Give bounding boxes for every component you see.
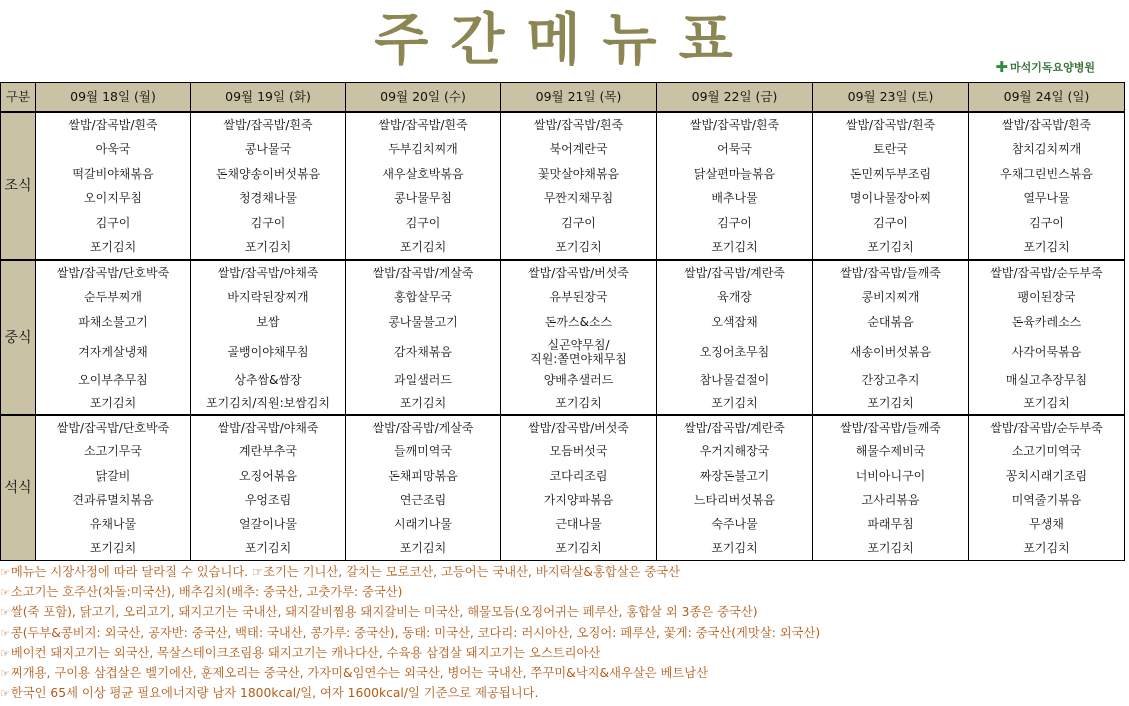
menu-item: 닭갈비 — [36, 464, 191, 488]
menu-row — [1, 439, 1125, 464]
menu-item: 돈까스&소스 — [501, 310, 657, 335]
menu-item: 팽이된장국 — [969, 285, 1125, 310]
menu-item: 포기김치 — [346, 537, 501, 561]
menu-item: 보쌈 — [191, 310, 346, 335]
origin-note — [0, 683, 1129, 703]
menu-item: 너비아니구이 — [813, 464, 969, 488]
weekly-menu-table — [0, 82, 1125, 561]
menu-item: 연근조림 — [346, 487, 501, 512]
menu-item: 쌀밥/잡곡밥/버섯죽 — [501, 415, 657, 439]
menu-item: 포기김치 — [191, 235, 346, 260]
menu-item: 포기김치/직원:보쌈김치 — [191, 392, 346, 416]
menu-item: 콩비지찌개 — [813, 285, 969, 310]
menu-item: 쌀밥/잡곡밥/계란죽 — [657, 260, 813, 285]
menu-item: 포기김치 — [969, 537, 1125, 561]
menu-item: 쌀밥/잡곡밥/순두부죽 — [969, 415, 1125, 439]
menu-item: 오징어볶음 — [191, 464, 346, 488]
pointing-hand-icon: ☞ — [0, 626, 10, 640]
menu-item: 모듬버섯국 — [501, 439, 657, 464]
menu-item: 우채그린빈스볶음 — [969, 161, 1125, 186]
menu-item: 포기김치 — [501, 392, 657, 416]
menu-item: 닭살편마늘볶음 — [657, 161, 813, 186]
menu-item: 홍합살무국 — [346, 285, 501, 310]
menu-item: 파채소불고기 — [36, 310, 191, 335]
menu-item: 쌀밥/잡곡밥/흰죽 — [346, 112, 501, 137]
menu-item: 콩나물불고기 — [346, 310, 501, 335]
menu-item: 포기김치 — [813, 537, 969, 561]
menu-item: 시래기나물 — [346, 512, 501, 537]
pointing-hand-icon: ☞ — [0, 646, 10, 660]
day-header: 09월 19일 (화) — [191, 83, 346, 113]
menu-item: 꽃맛살야채볶음 — [501, 161, 657, 186]
menu-row — [1, 186, 1125, 211]
menu-item: 김구이 — [657, 211, 813, 236]
day-header: 09월 24일 (일) — [969, 83, 1125, 113]
menu-item: 돈민찌두부조림 — [813, 161, 969, 186]
menu-row — [1, 285, 1125, 310]
menu-item: 포기김치 — [36, 235, 191, 260]
menu-item: 포기김치 — [346, 392, 501, 416]
menu-row — [1, 161, 1125, 186]
menu-item: 새송이버섯볶음 — [813, 334, 969, 369]
menu-item: 포기김치 — [969, 392, 1125, 416]
hospital-logo — [995, 57, 1095, 77]
menu-row — [1, 392, 1125, 416]
menu-item: 명이나물장아찌 — [813, 186, 969, 211]
note-text: 베이컨 돼지고기는 외국산, 목살스테이크조림용 돼지고기는 캐나다산, 수육용 삼겹살 돼지고기는 오스트리아산 — [10, 645, 601, 660]
pointing-hand-icon: ☞ — [0, 666, 10, 680]
menu-item: 바지락된장찌개 — [191, 285, 346, 310]
menu-item: 육개장 — [657, 285, 813, 310]
meal-label: 석식 — [1, 415, 36, 560]
menu-item: 실곤약무침/ 직원:쫄면야채무침 — [501, 334, 657, 369]
category-header: 구분 — [1, 83, 36, 113]
menu-item: 김구이 — [346, 211, 501, 236]
menu-item: 쌀밥/잡곡밥/들깨죽 — [813, 260, 969, 285]
menu-item: 고사리볶음 — [813, 487, 969, 512]
menu-item: 어묵국 — [657, 137, 813, 162]
menu-item: 양배추샐러드 — [501, 369, 657, 392]
menu-row — [1, 487, 1125, 512]
menu-item: 해물수제비국 — [813, 439, 969, 464]
menu-item: 짜장돈불고기 — [657, 464, 813, 488]
menu-item: 유채나물 — [36, 512, 191, 537]
origin-note — [0, 643, 1129, 663]
menu-item: 아욱국 — [36, 137, 191, 162]
menu-item: 돈채피망볶음 — [346, 464, 501, 488]
note-text: 한국인 65세 이상 평균 필요에너지량 남자 1800kcal/일, 여자 1600kcal/일 기준으로 제공됩니다. — [10, 686, 539, 701]
day-header: 09월 22일 (금) — [657, 83, 813, 113]
menu-item: 소고기미역국 — [969, 439, 1125, 464]
menu-item: 순두부찌개 — [36, 285, 191, 310]
menu-item: 콩나물국 — [191, 137, 346, 162]
menu-item: 쌀밥/잡곡밥/야채죽 — [191, 415, 346, 439]
meal-label: 조식 — [1, 112, 36, 260]
menu-item: 포기김치 — [969, 235, 1125, 260]
menu-item: 포기김치 — [501, 537, 657, 561]
menu-item: 유부된장국 — [501, 285, 657, 310]
menu-item: 쌀밥/잡곡밥/게살죽 — [346, 415, 501, 439]
menu-item: 포기김치 — [501, 235, 657, 260]
day-header: 09월 20일 (수) — [346, 83, 501, 113]
menu-item: 쌀밥/잡곡밥/들깨죽 — [813, 415, 969, 439]
menu-row — [1, 334, 1125, 369]
menu-item: 북어계란국 — [501, 137, 657, 162]
menu-row — [1, 512, 1125, 537]
menu-item: 느타리버섯볶음 — [657, 487, 813, 512]
menu-row — [1, 537, 1125, 561]
pointing-hand-icon: ☞ — [0, 687, 10, 701]
menu-item: 열무나물 — [969, 186, 1125, 211]
menu-item: 간장고추지 — [813, 369, 969, 392]
origin-note — [0, 623, 1129, 643]
menu-item: 근대나물 — [501, 512, 657, 537]
menu-item: 김구이 — [191, 211, 346, 236]
menu-item: 떡갈비야채볶음 — [36, 161, 191, 186]
note-text: 소고기는 호주산(차돌:미국산), 배추김치(배추: 중국산, 고춧가루: 중국산) — [10, 585, 403, 600]
pointing-hand-icon: ☞ — [0, 586, 10, 600]
menu-item: 쌀밥/잡곡밥/버섯죽 — [501, 260, 657, 285]
notes-section — [0, 562, 1129, 703]
menu-item: 감자채볶음 — [346, 334, 501, 369]
menu-item: 가지양파볶음 — [501, 487, 657, 512]
menu-item: 우거지해장국 — [657, 439, 813, 464]
menu-item: 들깨미역국 — [346, 439, 501, 464]
menu-item: 포기김치 — [36, 537, 191, 561]
day-header: 09월 23일 (토) — [813, 83, 969, 113]
menu-item: 돈육카레소스 — [969, 310, 1125, 335]
note-text: 찌개용, 구이용 삼겹살은 벨기에산, 훈제오리는 중국산, 가자미&임연수는 외국산, 병어는 국내산, 쭈꾸미&낙지&새우살은 베트남산 — [10, 665, 709, 680]
menu-item: 쌀밥/잡곡밥/흰죽 — [191, 112, 346, 137]
menu-item: 매실고추장무침 — [969, 369, 1125, 392]
menu-item: 새우살호박볶음 — [346, 161, 501, 186]
menu-row — [1, 137, 1125, 162]
menu-row — [1, 112, 1125, 137]
origin-note — [0, 582, 1129, 602]
menu-item: 과일샐러드 — [346, 369, 501, 392]
menu-row — [1, 260, 1125, 285]
menu-item: 쌀밥/잡곡밥/흰죽 — [969, 112, 1125, 137]
page-title: 주간메뉴표 — [374, 8, 755, 73]
menu-item: 쌀밥/잡곡밥/단호박죽 — [36, 415, 191, 439]
pointing-hand-icon: ☞ — [0, 566, 10, 579]
menu-item: 쌀밥/잡곡밥/흰죽 — [36, 112, 191, 137]
day-header: 09월 18일 (월) — [36, 83, 191, 113]
menu-item: 참치김치찌개 — [969, 137, 1125, 162]
menu-item: 골뱅이야채무침 — [191, 334, 346, 369]
menu-item: 무생채 — [969, 512, 1125, 537]
menu-item: 상추쌈&쌈장 — [191, 369, 346, 392]
menu-item: 겨자게살냉채 — [36, 334, 191, 369]
menu-item: 토란국 — [813, 137, 969, 162]
menu-item: 김구이 — [969, 211, 1125, 236]
menu-item: 포기김치 — [657, 235, 813, 260]
menu-item: 견과류멸치볶음 — [36, 487, 191, 512]
menu-item: 돈채양송이버섯볶음 — [191, 161, 346, 186]
origin-note — [0, 602, 1129, 622]
menu-item: 오이지무침 — [36, 186, 191, 211]
menu-item: 김구이 — [813, 211, 969, 236]
menu-item: 순대볶음 — [813, 310, 969, 335]
cross-icon: ✚ — [995, 58, 1008, 76]
menu-item: 꽁치시래기조림 — [969, 464, 1125, 488]
menu-item: 소고기무국 — [36, 439, 191, 464]
menu-row — [1, 211, 1125, 236]
menu-row — [1, 369, 1125, 392]
menu-item: 포기김치 — [813, 235, 969, 260]
menu-item: 쌀밥/잡곡밥/게살죽 — [346, 260, 501, 285]
menu-item: 오징어초무침 — [657, 334, 813, 369]
menu-item: 계란부추국 — [191, 439, 346, 464]
menu-item: 쌀밥/잡곡밥/흰죽 — [657, 112, 813, 137]
menu-item: 우엉조림 — [191, 487, 346, 512]
menu-item: 포기김치 — [36, 392, 191, 416]
menu-item: 포기김치 — [813, 392, 969, 416]
menu-item: 사각어묵볶음 — [969, 334, 1125, 369]
hospital-name: 마석기독요양병원 — [1009, 61, 1095, 74]
menu-item: 배추나물 — [657, 186, 813, 211]
menu-item: 쌀밥/잡곡밥/계란죽 — [657, 415, 813, 439]
menu-item: 콩나물무침 — [346, 186, 501, 211]
menu-row — [1, 464, 1125, 488]
menu-item: 청경채나물 — [191, 186, 346, 211]
menu-item: 쌀밥/잡곡밥/단호박죽 — [36, 260, 191, 285]
menu-item: 코다리조림 — [501, 464, 657, 488]
menu-item: 두부김치찌개 — [346, 137, 501, 162]
menu-item: 무짠지채무침 — [501, 186, 657, 211]
menu-item: 포기김치 — [657, 537, 813, 561]
menu-row — [1, 310, 1125, 335]
menu-item: 쌀밥/잡곡밥/흰죽 — [501, 112, 657, 137]
menu-item: 오색잡채 — [657, 310, 813, 335]
menu-item: 쌀밥/잡곡밥/순두부죽 — [969, 260, 1125, 285]
note-text: 메뉴는 시장사정에 따라 달라질 수 있습니다. ☞조기는 기니산, 갈치는 모로코산, 고등어는 국내산, 바지락살&홍합살은 중국산 — [10, 565, 680, 579]
menu-item: 김구이 — [501, 211, 657, 236]
menu-item: 파래무침 — [813, 512, 969, 537]
menu-item: 참나물겉절이 — [657, 369, 813, 392]
menu-item: 오이부추무침 — [36, 369, 191, 392]
menu-item: 쌀밥/잡곡밥/흰죽 — [813, 112, 969, 137]
note-text: 쌀(죽 포함), 닭고기, 오리고기, 돼지고기는 국내산, 돼지갈비찜용 돼지갈비는 미국산, 해물모듬(오징어귀는 페루산, 홍합살 외 3종은 중국산) — [10, 605, 758, 620]
menu-row — [1, 235, 1125, 260]
menu-item: 포기김치 — [657, 392, 813, 416]
menu-item: 미역줄기볶음 — [969, 487, 1125, 512]
menu-item: 김구이 — [36, 211, 191, 236]
origin-note — [0, 562, 1129, 582]
menu-item: 포기김치 — [346, 235, 501, 260]
menu-row — [1, 415, 1125, 439]
header-row — [1, 83, 1125, 113]
menu-item: 포기김치 — [191, 537, 346, 561]
day-header: 09월 21일 (목) — [501, 83, 657, 113]
menu-item: 얼갈이나물 — [191, 512, 346, 537]
pointing-hand-icon: ☞ — [0, 606, 10, 620]
meal-label: 중식 — [1, 260, 36, 415]
note-text: 콩(두부&콩비지: 외국산, 공자반: 중국산, 백태: 국내산, 콩가루: 중국산), 동태: 미국산, 코다리: 러시아산, 오징어: 페루산, 꽃게: 중국산(게맛살: 외국산) — [10, 625, 821, 640]
menu-item: 쌀밥/잡곡밥/야채죽 — [191, 260, 346, 285]
origin-note — [0, 663, 1129, 683]
menu-item: 숙주나물 — [657, 512, 813, 537]
